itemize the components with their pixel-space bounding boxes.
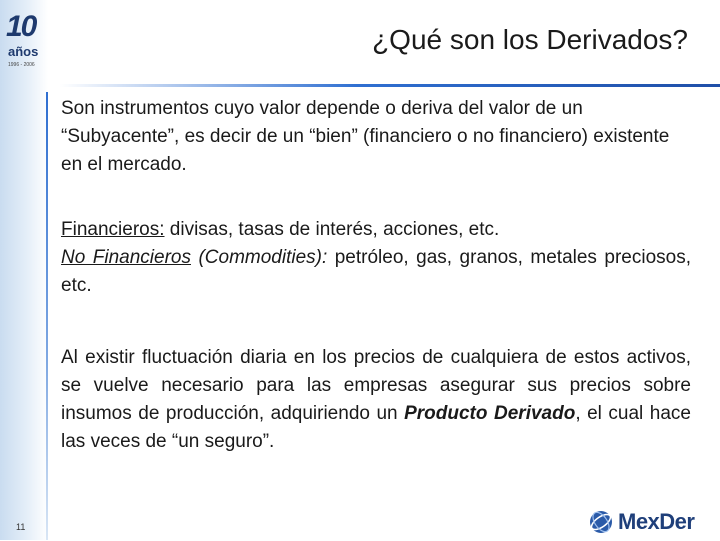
financial-label: Financieros: (61, 219, 165, 240)
non-financial-paragraph (61, 244, 691, 300)
financial-paragraph (61, 216, 691, 244)
title-divider (60, 84, 720, 87)
hedging-text-1: Al existir fluctuación diaria en los precios de cualquiera de estos activos, se vuelve necesario para las empresas asegurar sus precios sobre insumos de producción, adquiriendo un (61, 347, 691, 424)
slide-body (61, 95, 691, 456)
left-decorative-band (0, 0, 48, 540)
derivative-product-emphasis: Producto Derivado (404, 403, 576, 424)
hedging-text-2: , el cual hace las veces de “un seguro”. (61, 403, 691, 452)
vertical-divider (46, 92, 48, 540)
non-financial-text: petróleo, gas, granos, metales preciosos, etc. (61, 247, 692, 296)
financial-text: divisas, tasas de interés, acciones, etc. (164, 219, 500, 240)
non-financial-label: No Financieros (61, 247, 191, 268)
hedging-paragraph (61, 344, 691, 456)
logo-number: 10 (6, 10, 36, 43)
mexder-logo (588, 508, 700, 536)
mexder-brand-text: MexDer (618, 509, 695, 534)
slide-title: ¿Qué son los Derivados? (372, 24, 688, 55)
definition-paragraph: Son instrumentos cuyo valor depende o deriva del valor de un “Subyacente”, es decir de un “bien” (financiero o no financiero) existente en el mercado. (61, 98, 670, 175)
page-number: 11 (16, 522, 26, 532)
logo-years: 1996 - 2006 (8, 62, 35, 68)
mexder-globe-icon (588, 508, 616, 536)
logo-word: años (8, 44, 39, 59)
anniversary-logo (4, 10, 48, 68)
commodities-label: (Commodities): (190, 247, 328, 268)
